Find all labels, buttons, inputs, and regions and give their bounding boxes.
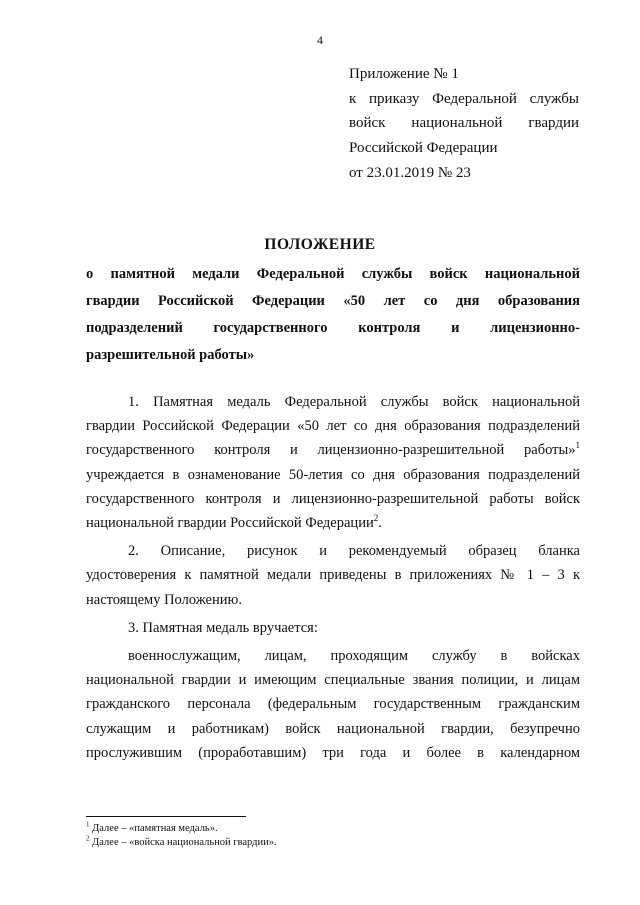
footnotes <box>86 822 277 849</box>
appendix-header <box>349 62 579 186</box>
document-subtitle <box>86 261 580 369</box>
subtitle-line: подразделений государственного контроля и лицензионно- <box>86 320 580 336</box>
paragraph-1-line: 1. Памятная медаль Федеральной службы войск национальной <box>128 394 580 410</box>
paragraph-1-line: учреждается в ознаменование 50-летия со дня образования подразделений <box>86 466 580 483</box>
paragraph-2-line: настоящему Положению. <box>86 591 242 608</box>
appendix-line-3: войск национальной гвардии <box>349 115 580 132</box>
paragraph-4-line: прослужившим (проработавшим) три года и более в календарном <box>86 744 580 761</box>
paragraph-4-line: национальной гвардии и имеющим специальные звания полиции, и лицам <box>86 672 580 689</box>
document-title: ПОЛОЖЕНИЕ <box>264 236 376 253</box>
paragraph-4-line: военнослужащим, лицам, проходящим службу в войсках <box>128 648 580 665</box>
page-number: 4 <box>317 33 323 47</box>
footnote-1: $^1$ Далее – «памятная медаль». <box>86 820 218 834</box>
footnote-divider <box>86 816 246 817</box>
subtitle-line: гвардии Российской Федерации «50 лет со дня образования <box>86 293 580 309</box>
appendix-line-4: Российской Федерации <box>349 140 498 157</box>
paragraph-3-line: 3. Памятная медаль вручается: <box>128 619 318 636</box>
footnote-ref-1: 1 <box>575 440 580 451</box>
paragraph-2-line: удостоверения к памятной медали приведены в приложениях № 1 – 3 к <box>86 567 580 584</box>
paragraph-1-line: национальной гвардии Российской Федерации$^2$. <box>86 513 382 532</box>
paragraph-4-line: гражданского персонала (федеральным государственным гражданским <box>86 696 580 713</box>
paragraph-1-line: государственного контроля и лицензионно-разрешительной работы войск <box>86 490 580 507</box>
appendix-line-1: Приложение № 1 <box>349 66 459 82</box>
document-body <box>86 390 580 765</box>
paragraph-1-line: гвардии Российской Федерации «50 лет со дня образования подразделений <box>86 418 580 435</box>
paragraph-1-line: государственного контроля и лицензионно-разрешительной работы»$^1$ <box>86 440 580 459</box>
subtitle-line: разрешительной работы» <box>86 347 255 363</box>
paragraph-4-line: служащим и работникам) войск национальной гвардии, безупречно <box>86 720 580 737</box>
paragraph-2-line: 2. Описание, рисунок и рекомендуемый образец бланка <box>128 543 580 560</box>
footnote-2: $^2$ Далее – «войска национальной гвардии». <box>86 834 277 848</box>
footnote-ref-2: 2 <box>373 513 379 524</box>
appendix-line-5: от 23.01.2019 № 23 <box>349 164 471 181</box>
subtitle-line: о памятной медали Федеральной службы войск национальной <box>86 266 580 282</box>
appendix-line-2: к приказу Федеральной службы <box>349 90 579 107</box>
